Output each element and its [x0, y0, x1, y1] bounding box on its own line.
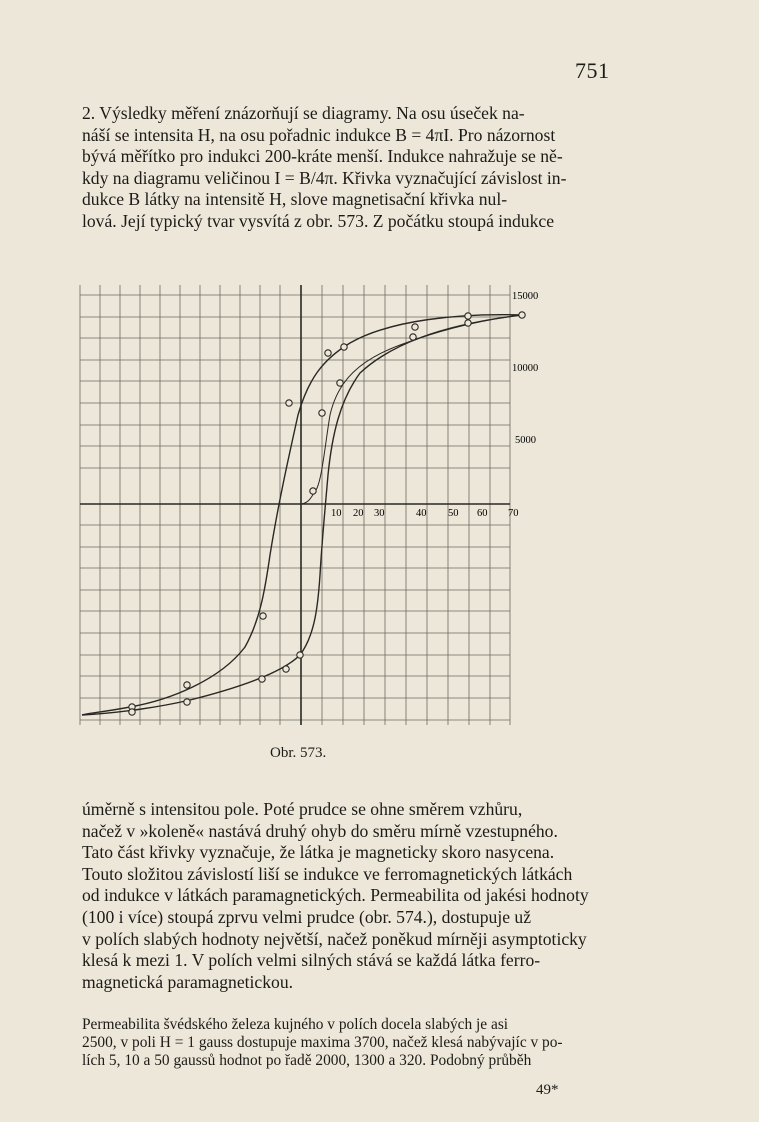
hysteresis-figure	[60, 275, 560, 735]
page-number: 751	[575, 58, 610, 83]
text-line: od indukce v látkách paramagnetických. Permeabilita od jakési hodnoty	[82, 885, 589, 906]
text-line: náší se intensita H, na osu pořadnic indukce B = 4πI. Pro názornost	[82, 124, 556, 145]
x-tick-label: 10	[331, 508, 342, 519]
x-tick-label: 60	[477, 508, 488, 519]
text-line: úměrně s intensitou pole. Poté prudce se ohne směrem vzhůru,	[82, 799, 523, 819]
text-line: 2. Výsledky měření znázorňují se diagramy. Na osu úseček na-	[82, 103, 525, 123]
paragraph-curve-description	[82, 799, 612, 993]
hysteresis-diagram	[60, 275, 560, 735]
figure-caption: Obr. 573.	[270, 745, 327, 761]
text-line: Tato část křivky vyznačuje, že látka je magneticky skoro nasycena.	[82, 842, 555, 863]
x-tick-label: 30	[374, 508, 385, 519]
x-tick-label: 50	[448, 508, 459, 519]
text-line: Touto složitou závislostí liší se indukce ve ferromagnetických látkách	[82, 863, 573, 884]
text-line: bývá měřítko pro indukci 200-kráte menší. Indukce nahražuje se ně-	[82, 146, 563, 167]
virgin-curve	[301, 315, 522, 504]
text-line: lích 5, 10 a 50 gaussů hodnot po řadě 2000, 1300 a 320. Podobný průběh	[82, 1052, 532, 1070]
text-line: (100 i více) stoupá zprvu velmi prudce (obr. 574.), dostupuje už	[82, 906, 532, 927]
paragraph-results	[82, 103, 612, 233]
text-line: 2500, v poli H = 1 gauss dostupuje maxima 3700, načež klesá nabývajíc v po-	[82, 1034, 563, 1052]
text-line: načež v »koleně« nastává druhý ohyb do směru mírně vzestupného.	[82, 820, 558, 841]
y-tick-label: 15000	[512, 291, 539, 302]
text-line: v polích slabých hodnoty největší, načež poněkud mírněji asymptoticky	[82, 928, 587, 949]
x-tick-label: 70	[508, 508, 519, 519]
x-tick-label: 20	[353, 508, 364, 519]
text-line: dukce B látky na intensitě H, slove magnetisační křivka nul-	[82, 189, 508, 210]
paragraph-permeability	[82, 1016, 612, 1071]
y-tick-label: 10000	[512, 363, 539, 374]
x-tick-label: 40	[416, 508, 427, 519]
y-tick-label: 5000	[515, 435, 536, 446]
signature-mark: 49*	[536, 1082, 559, 1098]
text-line: magnetická paramagnetickou.	[82, 971, 294, 992]
text-line: lová. Její typický tvar vysvítá z obr. 573. Z počátku stoupá indukce	[82, 210, 554, 231]
text-line: klesá k mezi 1. V polích velmi silných stává se každá látka ferro-	[82, 950, 541, 971]
text-line: Permeabilita švédského železa kujného v polích docela slabých je asi	[82, 1016, 509, 1033]
text-line: kdy na diagramu veličinou I = B/4π. Křivka vyznačující závislost in-	[82, 167, 567, 188]
